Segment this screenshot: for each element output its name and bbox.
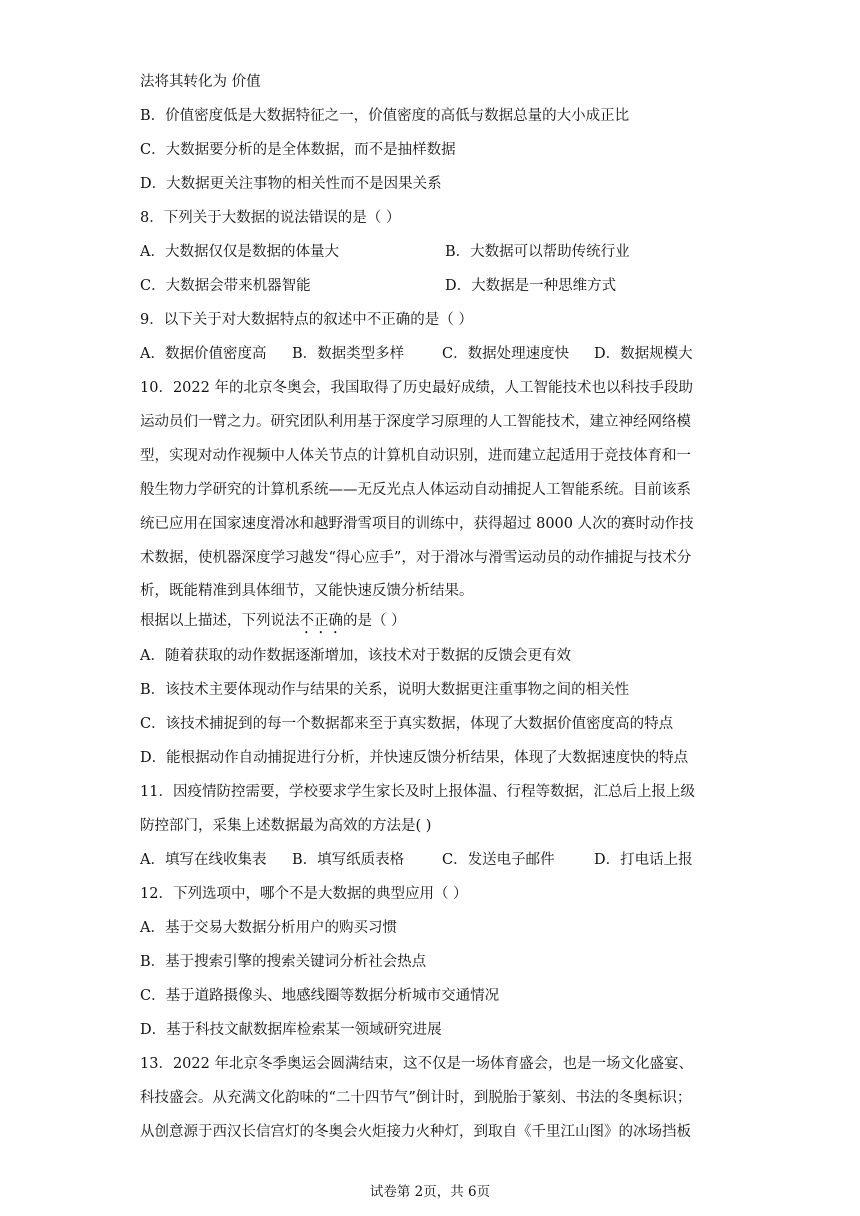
q8-option-b: B．大数据可以帮助传统行业: [445, 244, 630, 260]
q8-option-d: D．大数据是一种思维方式: [445, 278, 617, 294]
question-13-line: 科技盛会。从充满文化韵味的“二十四节气”倒计时，到脱胎于篆刻、书法的冬奥标识；: [140, 1090, 692, 1106]
question-11-line: 防控部门，采集上述数据最为高效的方法是( ): [140, 818, 432, 834]
q8-option-c: C．大数据会带来机器智能: [140, 278, 311, 294]
q12-option-c: C．基于道路摄像头、地感线圈等数据分析城市交通情况: [140, 988, 500, 1004]
option-d: D．大数据更关注事物的相关性而不是因果关系: [140, 176, 442, 192]
question-10-line: 统已应用在国家速度滑冰和越野滑雪项目的训练中，获得超过 8000 人次的赛时动作技: [140, 516, 694, 532]
q12-option-b: B．基于搜索引擎的搜索关键词分析社会热点: [140, 954, 427, 970]
question-10-line: 10．2022 年的北京冬奥会，我国取得了历史最好成绩，人工智能技术也以科技手段助: [140, 380, 693, 396]
q9-option-c: C．数据处理速度快: [442, 346, 570, 362]
question-10-line: 术数据，使机器深度学习越发“得心应手”，对于滑冰与滑雪运动员的动作捕捉与技术分: [140, 550, 692, 566]
q9-option-d: D．数据规模大: [594, 346, 693, 362]
emphasized-text: 不正确: [299, 613, 343, 629]
option-c: C．大数据要分析的是全体数据，而不是抽样数据: [140, 142, 456, 158]
q11-option-a: A．填写在线收集表: [140, 852, 267, 868]
q11-option-c: C．发送电子邮件: [442, 852, 555, 868]
question-12: 12．下列选项中，哪个不是大数据的典型应用（ ）: [140, 886, 468, 902]
question-8: 8．下列关于大数据的说法错误的是（ ）: [140, 210, 401, 226]
question-10-line: 型，实现对动作视频中人体关节点的计算机自动识别，进而建立起适用于竞技体育和一: [140, 448, 691, 464]
question-10-stem: [140, 611, 406, 637]
q12-option-d: D．基于科技文献数据库检索某一领域研究进展: [140, 1022, 442, 1038]
q9-option-b: B．数据类型多样: [292, 346, 405, 362]
text-line: 法将其转化为 价值: [140, 74, 261, 90]
q11-option-b: B．填写纸质表格: [292, 852, 405, 868]
question-13-line: 13．2022 年北京冬季奥运会圆满结束，这不仅是一场体育盛会，也是一场文化盛宴、: [140, 1056, 693, 1072]
q10-option-b: B．该技术主要体现动作与结果的关系，说明大数据更注重事物之间的相关性: [140, 682, 630, 698]
question-10-line: 般生物力学研究的计算机系统——无反光点人体运动自动捕捉人工智能系统。目前该系: [140, 482, 691, 498]
question-13-line: 从创意源于西汉长信宫灯的冬奥会火炬接力火种灯，到取自《千里江山图》的冰场挡板: [140, 1124, 691, 1140]
stem-text: 的是（ ）: [343, 613, 406, 629]
q10-option-a: A．随着获取的动作数据逐渐增加，该技术对于数据的反馈会更有效: [140, 648, 571, 664]
q9-option-a: A．数据价值密度高: [140, 346, 267, 362]
question-10-line: 析，既能精准到具体细节，又能快速反馈分析结果。: [140, 583, 474, 599]
question-11-line: 11．因疫情防控需要，学校要求学生家长及时上报体温、行程等数据，汇总后上报上级: [140, 784, 695, 800]
page-footer: 试卷第 2页，共 6页: [369, 1184, 491, 1200]
q8-option-a: A．大数据仅仅是数据的体量大: [140, 244, 339, 260]
option-b: B．价值密度低是大数据特征之一，价值密度的高低与数据总量的大小成正比: [140, 108, 630, 124]
question-9: 9．以下关于对大数据特点的叙述中不正确的是（ ）: [140, 312, 473, 328]
q11-option-d: D．打电话上报: [594, 852, 693, 868]
q10-option-c: C．该技术捕捉到的每一个数据都来至于真实数据，体现了大数据价值密度高的特点: [140, 716, 674, 732]
question-10-line: 运动员们一臂之力。研究团队利用基于深度学习原理的人工智能技术，建立神经网络模: [140, 414, 691, 430]
q12-option-a: A．基于交易大数据分析用户的购买习惯: [140, 920, 397, 936]
stem-text: 根据以上描述，下列说法: [140, 613, 300, 629]
q10-option-d: D．能根据动作自动捕捉进行分析，并快速反馈分析结果，体现了大数据速度快的特点: [140, 750, 689, 766]
